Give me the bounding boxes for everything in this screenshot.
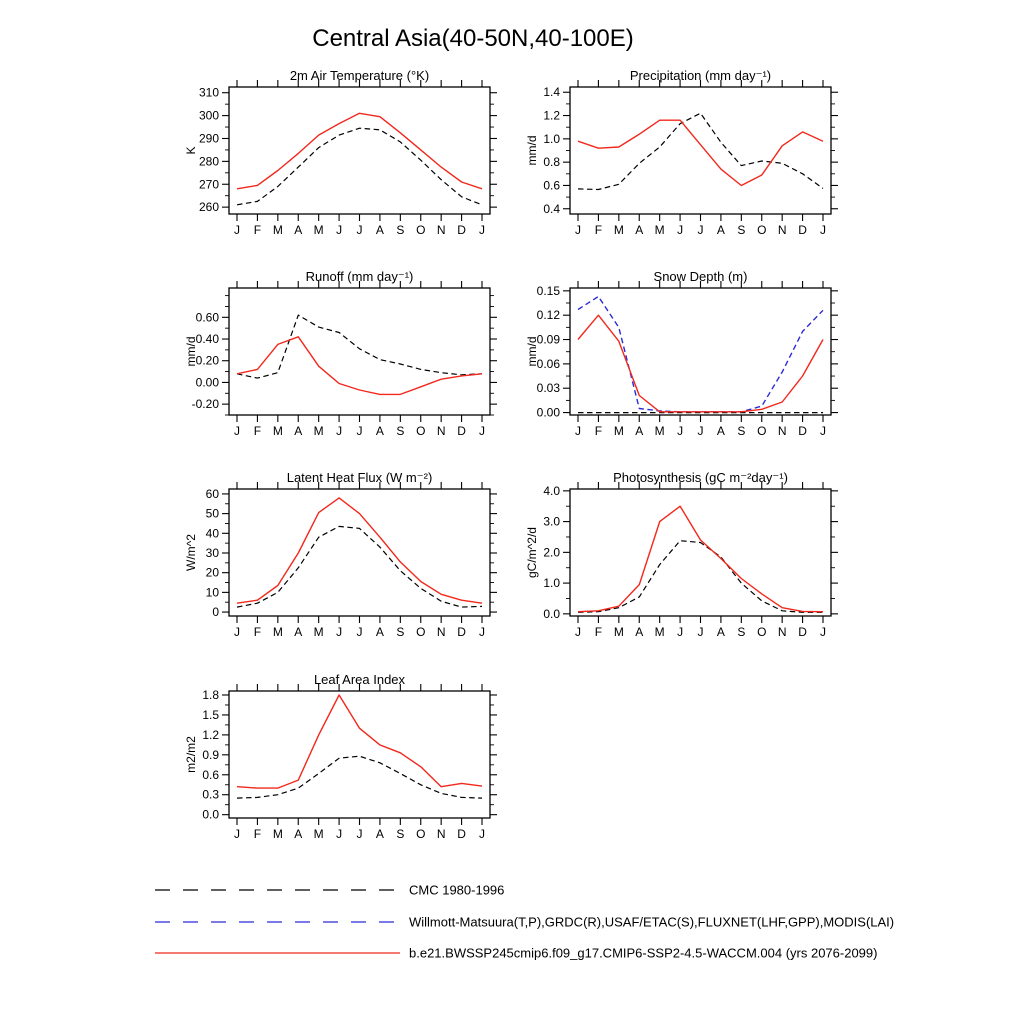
- month-label: M: [613, 625, 624, 639]
- series-line-cmc: [237, 315, 482, 378]
- panel-title: Precipitation (mm day⁻¹): [629, 68, 772, 83]
- month-label: J: [820, 223, 826, 237]
- month-label: D: [457, 625, 466, 639]
- month-label: J: [234, 223, 240, 237]
- month-label: J: [356, 827, 363, 841]
- panel-latent-heat-flux: [184, 470, 497, 639]
- y-axis-label: mm/d: [525, 135, 539, 166]
- month-label: A: [294, 424, 303, 438]
- month-label: D: [457, 223, 466, 237]
- month-label: J: [575, 223, 581, 237]
- series-line-model: [237, 498, 482, 603]
- y-tick-label: 0.0: [202, 807, 219, 822]
- month-label: N: [436, 424, 446, 438]
- y-tick-label: 40: [205, 526, 219, 541]
- month-label: J: [336, 424, 343, 438]
- month-label: D: [457, 424, 466, 438]
- month-label: A: [294, 625, 303, 639]
- month-label: J: [677, 223, 684, 237]
- y-tick-label: 1.2: [202, 727, 219, 742]
- month-label: D: [798, 223, 807, 237]
- month-label: J: [479, 827, 485, 841]
- month-label: S: [396, 424, 405, 438]
- y-tick-label: 1.4: [543, 85, 560, 100]
- y-tick-label: 0.4: [543, 201, 560, 216]
- month-label: A: [635, 424, 644, 438]
- y-tick-label: 0.6: [543, 178, 560, 193]
- month-label: J: [234, 625, 240, 639]
- month-label: S: [396, 625, 405, 639]
- month-label: S: [737, 625, 746, 639]
- y-tick-label: 0.06: [536, 356, 560, 371]
- legend-entry: [155, 915, 894, 930]
- month-label: A: [716, 424, 725, 438]
- month-label: M: [313, 625, 324, 639]
- plot-frame: [229, 288, 490, 415]
- y-tick-label: 290: [198, 131, 219, 146]
- legend-entry: [155, 946, 877, 961]
- panel-leaf-area-index: [184, 672, 497, 841]
- month-label: J: [234, 424, 240, 438]
- panel-title: Snow Depth (m): [653, 269, 748, 284]
- month-label: A: [294, 827, 303, 841]
- month-label: F: [253, 424, 262, 438]
- month-label: A: [375, 827, 384, 841]
- panel-runoff: [184, 269, 497, 438]
- month-label: M: [313, 827, 324, 841]
- y-tick-label: 300: [198, 108, 219, 123]
- month-label: S: [737, 424, 746, 438]
- month-label: J: [356, 625, 363, 639]
- month-label: O: [757, 625, 767, 639]
- month-label: J: [336, 827, 343, 841]
- month-label: N: [777, 424, 787, 438]
- y-axis-label: m2/m2: [184, 736, 198, 773]
- legend-label: Willmott-Matsuura(T,P),GRDC(R),USAF/ETAC(S),FLUXNET(LHF,GPP),MODIS(LAI): [409, 914, 895, 930]
- y-tick-label: 1.0: [543, 576, 560, 591]
- month-label: S: [737, 223, 746, 237]
- month-label: J: [575, 625, 581, 639]
- month-label: J: [356, 223, 363, 237]
- y-tick-label: 0.15: [536, 283, 560, 298]
- month-label: J: [356, 424, 363, 438]
- legend: [155, 883, 894, 961]
- month-label: S: [396, 223, 405, 237]
- series-line-cmc: [237, 128, 482, 205]
- month-label: F: [253, 223, 262, 237]
- month-label: J: [697, 223, 704, 237]
- month-label: A: [635, 625, 644, 639]
- month-label: A: [375, 223, 384, 237]
- month-label: N: [436, 223, 446, 237]
- series-line-cmc: [578, 113, 823, 189]
- month-label: F: [594, 625, 603, 639]
- y-tick-label: 1.0: [543, 131, 560, 146]
- month-label: J: [677, 424, 684, 438]
- y-tick-label: 0.40: [195, 332, 219, 347]
- month-label: O: [416, 827, 426, 841]
- y-tick-label: -0.20: [191, 397, 219, 412]
- y-axis-label: mm/d: [184, 336, 198, 367]
- panel-air-temperature: [184, 68, 497, 237]
- month-label: M: [654, 424, 665, 438]
- plot-frame: [229, 87, 490, 214]
- month-label: J: [479, 625, 485, 639]
- y-tick-label: 0.12: [536, 308, 560, 323]
- plot-frame: [570, 489, 831, 616]
- panel-snow-depth: [525, 269, 838, 438]
- y-tick-label: 0.9: [202, 747, 219, 762]
- y-tick-label: 0.60: [195, 310, 219, 325]
- month-label: J: [820, 424, 826, 438]
- legend-entry: [155, 883, 504, 898]
- month-label: J: [479, 424, 485, 438]
- y-tick-label: 0.09: [536, 332, 560, 347]
- series-line-model: [237, 695, 482, 788]
- month-label: A: [716, 625, 725, 639]
- panel-title: 2m Air Temperature (°K): [289, 68, 430, 83]
- month-label: M: [272, 625, 283, 639]
- month-label: J: [575, 424, 581, 438]
- month-label: O: [416, 223, 426, 237]
- month-label: J: [336, 625, 343, 639]
- month-label: D: [798, 424, 807, 438]
- month-label: A: [375, 424, 384, 438]
- panel-title: Leaf Area Index: [313, 672, 406, 687]
- legend-label: b.e21.BWSSP245cmip6.f09_g17.CMIP6-SSP2-4.5-WACCM.004 (yrs 2076-2099): [409, 945, 878, 961]
- y-tick-label: 280: [198, 154, 219, 169]
- month-label: J: [479, 223, 485, 237]
- y-tick-label: 0.6: [202, 767, 219, 782]
- month-label: A: [375, 625, 384, 639]
- month-label: O: [416, 424, 426, 438]
- y-tick-label: 4.0: [543, 483, 560, 498]
- series-line-model: [578, 120, 823, 185]
- y-tick-label: 260: [198, 200, 219, 215]
- y-tick-label: 0.8: [543, 155, 560, 170]
- y-tick-label: 1.2: [543, 108, 560, 123]
- month-label: D: [798, 625, 807, 639]
- panel-precipitation: [525, 68, 838, 237]
- y-tick-label: 30: [205, 545, 219, 560]
- y-tick-label: 0.00: [195, 375, 219, 390]
- month-label: M: [272, 424, 283, 438]
- month-label: O: [416, 625, 426, 639]
- month-label: N: [436, 827, 446, 841]
- y-tick-label: 310: [198, 85, 219, 100]
- y-tick-label: 1.8: [202, 687, 219, 702]
- month-label: S: [396, 827, 405, 841]
- y-axis-label: K: [184, 146, 198, 155]
- series-line-model: [578, 506, 823, 612]
- plot-frame: [570, 288, 831, 415]
- month-label: M: [272, 827, 283, 841]
- y-tick-label: 0.00: [536, 405, 560, 420]
- y-axis-label: gC/m^2/d: [525, 527, 539, 578]
- month-label: M: [272, 223, 283, 237]
- y-tick-label: 0.03: [536, 381, 560, 396]
- series-line-model: [237, 337, 482, 395]
- month-label: J: [336, 223, 343, 237]
- y-tick-label: 0.0: [543, 606, 560, 621]
- page-title: Central Asia(40-50N,40-100E): [312, 25, 634, 52]
- month-label: J: [820, 625, 826, 639]
- month-label: F: [594, 223, 603, 237]
- month-label: A: [294, 223, 303, 237]
- y-tick-label: 0.20: [195, 353, 219, 368]
- month-label: M: [654, 625, 665, 639]
- plot-frame: [229, 691, 490, 818]
- series-line-cmc: [237, 756, 482, 798]
- month-label: O: [757, 223, 767, 237]
- legend-label: CMC 1980-1996: [409, 882, 505, 898]
- panel-photosynthesis: [525, 470, 838, 639]
- month-label: J: [697, 424, 704, 438]
- month-label: F: [253, 625, 262, 639]
- month-label: M: [613, 223, 624, 237]
- month-label: M: [613, 424, 624, 438]
- y-tick-label: 0: [212, 605, 219, 620]
- y-tick-label: 270: [198, 177, 219, 192]
- y-tick-label: 3.0: [543, 514, 560, 529]
- y-tick-label: 2.0: [543, 545, 560, 560]
- series-line-obs: [578, 297, 823, 412]
- month-label: M: [313, 223, 324, 237]
- y-tick-label: 0.3: [202, 787, 219, 802]
- panel-title: Runoff (mm day⁻¹): [305, 269, 414, 284]
- month-label: N: [777, 625, 787, 639]
- month-label: J: [677, 625, 684, 639]
- month-label: N: [436, 625, 446, 639]
- month-label: O: [757, 424, 767, 438]
- month-label: J: [697, 625, 704, 639]
- y-tick-label: 20: [205, 565, 219, 580]
- panel-title: Photosynthesis (gC m⁻²day⁻¹): [613, 470, 788, 485]
- panel-title: Latent Heat Flux (W m⁻²): [286, 470, 433, 485]
- y-tick-label: 60: [205, 486, 219, 501]
- month-label: N: [777, 223, 787, 237]
- month-label: F: [594, 424, 603, 438]
- month-label: M: [313, 424, 324, 438]
- month-label: A: [716, 223, 725, 237]
- y-tick-label: 10: [205, 585, 219, 600]
- y-axis-label: mm/d: [525, 336, 539, 367]
- y-tick-label: 50: [205, 506, 219, 521]
- series-line-model: [237, 113, 482, 189]
- y-tick-label: 1.5: [202, 707, 219, 722]
- series-line-cmc: [578, 541, 823, 613]
- month-label: M: [654, 223, 665, 237]
- month-label: J: [234, 827, 240, 841]
- plot-frame: [570, 87, 831, 214]
- month-label: A: [635, 223, 644, 237]
- month-label: D: [457, 827, 466, 841]
- y-axis-label: W/m^2: [184, 534, 198, 571]
- month-label: F: [253, 827, 262, 841]
